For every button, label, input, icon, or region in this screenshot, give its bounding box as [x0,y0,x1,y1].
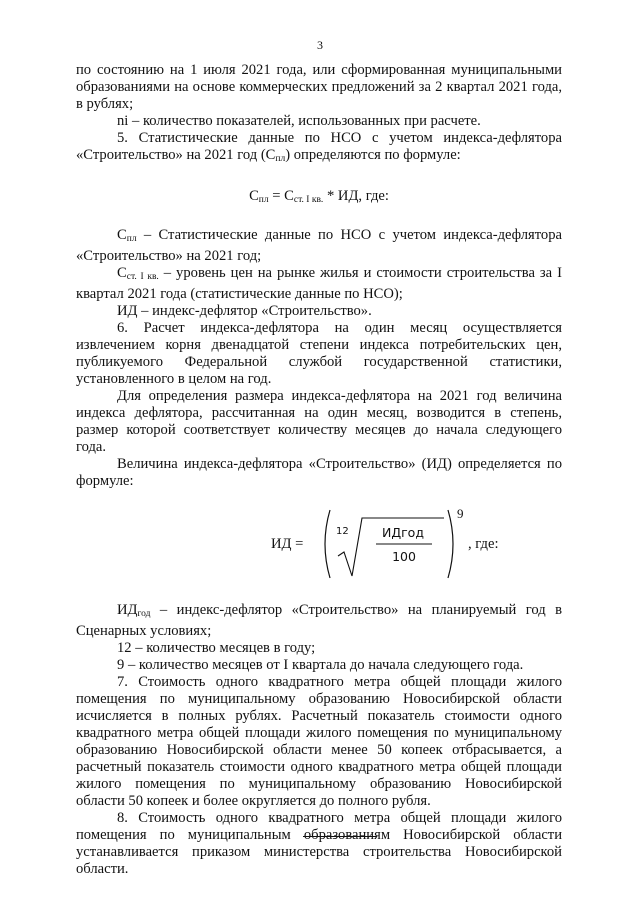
paragraph-8: Для определения размера индекса-дефлятора на 2021 год величина индекса дефлятора, рассчитанная на один месяц, возводится в степень, размер которой соответствует количеству месяцев до начала следующего года. [76,388,562,455]
paragraph-11: 12 – количество месяцев в году; [117,640,316,656]
page-number: 3 [317,38,323,52]
paragraph-9: Величина индекса-дефлятора «Строительство» (ИД) определяется по формуле: [76,456,562,489]
root-index: 12 [336,526,349,537]
document-body [76,62,562,878]
paragraph-1: по состоянию на 1 июля 2021 года, или сформированная муниципальными образованиями на основе коммерческих предложений за 2 квартал 2021 года, в рублях; [76,62,562,112]
fraction-denominator: 100 [392,549,416,564]
paragraph-10: $ИД_{год}$ – индекс-дефлятор «Строительство» на планируемый год в Сценарных условиях; [76,602,562,639]
paragraph-4: $С_{пл}$ – Статистические данные по НСО с учетом индекса-дефлятора «Строительство» на 2021 год; [76,227,562,264]
formula-2-lhs: ИД = [271,536,304,552]
formula-1: $С_{пл} = С_{ст. I кв.}$ * ИД, где: [249,188,389,205]
exponent: 9 [457,506,464,521]
paragraph-12: 9 – количество месяцев от I квартала до начала следующего года. [117,657,524,673]
paragraph-2: ni – количество показателей, использованных при расчете. [117,113,481,129]
paragraph-5: $С_{ст. I кв.}$ – уровень цен на рынке жилья и стоимости строительства за I квартал 2021 года (статистические данные по НСО); [76,265,562,302]
formula-2-tail: , где: [468,536,499,552]
fraction-numerator: ИДгод [382,525,424,540]
paragraph-3: 5. Статистические данные по НСО с учетом индекса-дефлятора «Строительство» на 2021 год $(С_{пл})$ определяются по формуле: [76,130,562,164]
formula-2-root-expression [316,504,468,584]
paragraph-7: 6. Расчет индекса-дефлятора на один месяц осуществляется извлечением корня двенадцатой степени индекса потребительских цен, публикуемого Федеральной службой государственной статистики, установленного в целом на год. [76,320,562,387]
paragraph-14: 8. Стоимость одного квадратного метра общей площади жилого помещения по муниципальным образованиям Новосибирской области устанавливается приказом министерства строительства Новосибирской области. [76,810,562,877]
formula-2 [76,498,562,592]
footer-divider [303,836,377,837]
paragraph-13: 7. Стоимость одного квадратного метра общей площади жилого помещения по муниципальному образованию Новосибирской области исчисляется в полных рублях. Расчетный показатель стоимости одного квадратного метра общей площади жилого помещения по муниципальному образованию Новосибирской области менее 50 копеек отбрасывается, а расчетный показатель стоимости одного квадратного метра общей площади жилого помещения по муниципальному образованию Новосибирской области 50 копеек и более округляется до полного рубля. [76,674,562,809]
paragraph-6: ИД – индекс-дефлятор «Строительство». [117,303,372,319]
